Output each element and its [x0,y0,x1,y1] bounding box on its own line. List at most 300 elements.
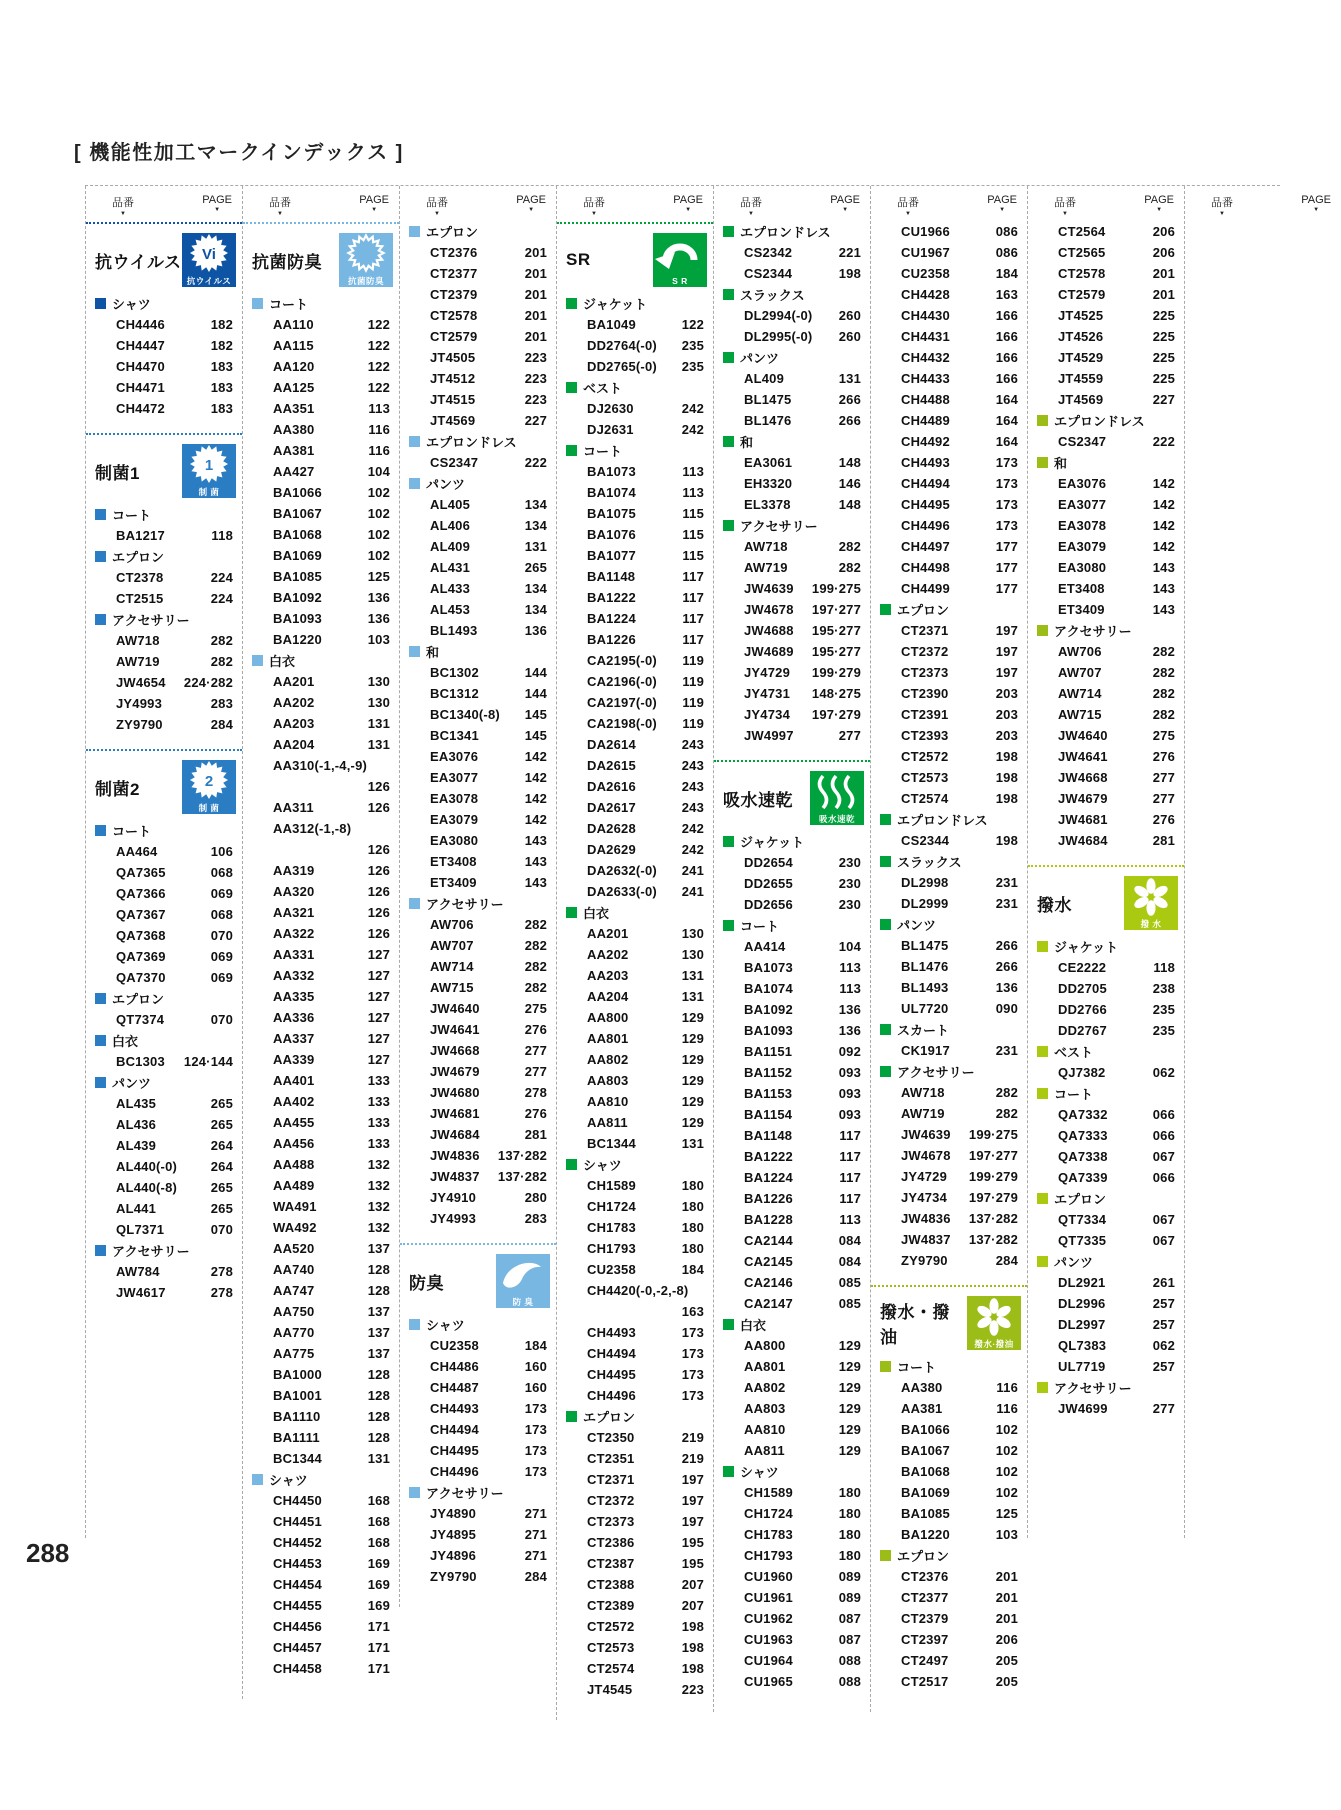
item-page: 241 [681,863,704,878]
item-code: CA2147 [744,1296,793,1311]
item-code: DD2766 [1058,1002,1107,1017]
icon-label: 撥 水 [1140,918,1162,929]
item-page: 276 [524,1106,547,1121]
item-row [408,1356,548,1377]
item-code: QT7334 [1058,1212,1107,1227]
item-code: CH4453 [273,1556,322,1571]
item-row [1036,284,1176,305]
item-code: CT2351 [587,1451,635,1466]
item-row [565,1133,705,1154]
item-code: AA427 [273,464,315,479]
item-page: 180 [681,1199,704,1214]
category-row [722,221,862,242]
item-row [879,326,1019,347]
category-square [1037,1382,1048,1393]
item-row [722,1482,862,1503]
item-page: 227 [524,413,547,428]
item-page: 184 [995,266,1018,281]
item-page: 133 [367,1094,390,1109]
item-page: 282 [838,560,861,575]
item-row [1036,494,1176,515]
category-square [1037,1088,1048,1099]
item-row [251,1553,391,1574]
item-code: AA811 [587,1115,628,1130]
item-row [879,473,1019,494]
item-row [94,862,234,883]
item-page: 173 [995,455,1018,470]
item-page: 116 [368,422,390,437]
item-row [879,1250,1019,1271]
item-code: CH4446 [116,317,165,332]
category-square [880,1066,891,1077]
item-row [565,503,705,524]
item-page: 070 [210,1012,233,1027]
item-row [94,588,234,609]
item-code: BL1475 [744,392,792,407]
category-row [879,1545,1019,1566]
item-page: 066 [1152,1170,1175,1185]
item-row [408,1398,548,1419]
section-header [400,1243,556,1308]
item-page: 126 [367,905,390,920]
item-page: 102 [367,527,390,542]
item-code: CT2377 [430,266,478,281]
item-code: JW4641 [1058,749,1108,764]
item-page: 166 [995,371,1018,386]
item-code: CA2146 [744,1275,793,1290]
item-row [251,1238,391,1259]
item-page: 195 [681,1535,704,1550]
code-header-label: 品番 [269,197,291,209]
category-square [1037,941,1048,952]
item-code: CH1793 [587,1241,636,1256]
item-row [722,1251,862,1272]
item-row [879,1103,1019,1124]
item-code: CH4493 [430,1401,479,1416]
item-page: 207 [681,1577,704,1592]
item-page: 266 [838,392,861,407]
item-row [722,957,862,978]
item-row [879,704,1019,725]
item-code: BL1475 [901,938,949,953]
item-row [408,242,548,263]
category-square [880,1361,891,1372]
item-code: AL406 [430,518,471,533]
category-square [723,836,734,847]
item-code: JY4734 [901,1190,948,1205]
item-code: WA491 [273,1199,317,1214]
item-code: JW4640 [1058,728,1108,743]
item-row [565,713,705,734]
item-code: CH4486 [430,1359,479,1374]
item-row [879,1166,1019,1187]
item-row [1036,978,1176,999]
item-row [94,714,234,735]
item-row [565,482,705,503]
item-row [1036,725,1176,746]
item-page: 243 [681,758,704,773]
item-code: JY4890 [430,1506,477,1521]
item-code: AA381 [901,1401,943,1416]
category-label: エプロン [583,1410,636,1425]
item-code: DL2998 [901,875,949,890]
item-code: AL405 [430,497,471,512]
item-page: 264 [210,1138,233,1153]
index-column-6 [870,186,1027,1712]
item-code: JW4654 [116,675,166,690]
item-page: 102 [367,506,390,521]
item-page: 231 [995,896,1018,911]
item-row [1036,1314,1176,1335]
item-row [1036,1104,1176,1125]
item-row [1036,557,1176,578]
category-row [408,893,548,914]
category-label: 和 [426,645,440,660]
item-page: 231 [995,875,1018,890]
item-page: 223 [524,392,547,407]
item-code: AA204 [587,989,629,1004]
item-code: CU1966 [901,224,950,239]
item-code: CH4487 [430,1380,479,1395]
item-page: 113 [839,1212,861,1227]
category-row [1036,452,1176,473]
item-code: CH4495 [901,497,950,512]
item-code: CU1962 [744,1611,793,1626]
category-row [565,902,705,923]
item-row [408,767,548,788]
code-header [897,194,919,217]
code-header-label: 品番 [583,197,605,209]
item-row [94,925,234,946]
item-row [722,683,862,704]
category-row [94,293,234,314]
category-label: ベスト [1054,1045,1094,1060]
item-page: 118 [211,528,233,543]
category-square [409,1487,420,1498]
item-row [251,755,391,776]
item-code: AL436 [116,1117,157,1132]
item-row [879,263,1019,284]
item-code: CS2342 [744,245,793,260]
item-row [408,305,548,326]
page-header-label: PAGE [673,194,703,206]
item-page: 132 [367,1199,390,1214]
item-page: 242 [681,842,704,857]
category-square [566,298,577,309]
item-page: 117 [682,632,704,647]
item-row [722,305,862,326]
item-row [1036,326,1176,347]
category-row [94,1240,234,1261]
item-row [1036,305,1176,326]
section-title: 抗菌防臭 [252,252,322,272]
item-row [94,883,234,904]
item-row [94,1261,234,1282]
item-code: UL7720 [901,1001,949,1016]
item-row [722,1041,862,1062]
category-square [723,226,734,237]
item-row [251,1280,391,1301]
item-code: AA802 [587,1052,629,1067]
item-code: CT2579 [1058,287,1106,302]
item-code: JW4836 [430,1148,480,1163]
item-code: AA520 [273,1241,315,1256]
item-page: 203 [995,707,1018,722]
item-page: 104 [838,939,861,954]
item-page: 277 [524,1064,547,1079]
item-row [722,1020,862,1041]
item-page: 180 [838,1485,861,1500]
item-page: 164 [995,434,1018,449]
item-page: 276 [524,1022,547,1037]
category-square [95,509,106,520]
item-page: 183 [210,401,233,416]
item-row [408,725,548,746]
item-code: AA115 [273,338,314,353]
item-code: BA1110 [273,1409,321,1424]
section-header [557,222,713,287]
item-code: AA202 [587,947,629,962]
item-row [251,776,391,797]
item-code: AA800 [744,1338,786,1353]
item-page: 093 [838,1107,861,1122]
section-header [86,749,242,814]
item-page: 137·282 [968,1232,1018,1247]
item-row [251,1322,391,1343]
item-page: 201 [524,329,547,344]
item-code: BA1152 [744,1065,793,1080]
item-row [722,1209,862,1230]
item-code: JW4836 [901,1211,951,1226]
item-code: CT2579 [430,329,478,344]
item-page: 129 [681,1031,704,1046]
item-row [94,567,234,588]
page-header [830,194,860,217]
item-code: DA2633(-0) [587,884,657,899]
category-square [409,646,420,657]
item-code: AA810 [587,1094,629,1109]
icon-label: 防 臭 [512,1296,534,1307]
item-row [94,1093,234,1114]
item-code: CS2344 [744,266,793,281]
item-page: 143 [1152,560,1175,575]
item-row [94,841,234,862]
item-page: 201 [995,1590,1018,1605]
item-code: CT2379 [430,287,478,302]
item-code: BC1344 [273,1451,322,1466]
item-page: 173 [524,1422,547,1437]
item-row [879,725,1019,746]
item-code: EL3378 [744,497,791,512]
item-code: CT2371 [901,623,949,638]
category-square [566,1411,577,1422]
item-code: CT2578 [430,308,478,323]
item-page: 132 [367,1157,390,1172]
item-row [722,1272,862,1293]
item-code: QT7335 [1058,1233,1107,1248]
item-row [722,894,862,915]
item-page: 173 [995,497,1018,512]
item-row [251,1133,391,1154]
item-code: EA3080 [1058,560,1107,575]
item-row [1036,536,1176,557]
item-row [251,839,391,860]
item-code: BA1111 [273,1430,320,1445]
item-row [565,1448,705,1469]
item-row [251,1175,391,1196]
category-row [94,1030,234,1051]
item-code: CH4489 [901,413,950,428]
item-page: 235 [681,338,704,353]
item-row [94,672,234,693]
category-label: アクセサリー [112,613,190,628]
category-label: コート [583,444,623,459]
category-label: アクセサリー [426,897,504,912]
item-row [1036,830,1176,851]
item-code: CH4432 [901,350,950,365]
item-code: AA312(-1,-8) [273,821,352,836]
column-header [251,191,391,221]
item-code: AW707 [430,938,474,953]
item-row [251,1091,391,1112]
item-code: DJ2630 [587,401,634,416]
category-row [565,1154,705,1175]
item-page: 281 [1152,833,1175,848]
item-page: 195 [681,1556,704,1571]
item-page: 166 [995,329,1018,344]
item-page: 281 [524,1127,547,1142]
item-row [722,599,862,620]
item-code: BA1067 [273,506,322,521]
item-row [251,545,391,566]
item-code: AA202 [273,695,315,710]
item-code: JW4668 [1058,770,1108,785]
item-page: 070 [210,1222,233,1237]
item-row [251,335,391,356]
item-row [879,746,1019,767]
item-row [251,1154,391,1175]
item-page: 282 [524,938,547,953]
category-square [1037,625,1048,636]
item-page: 198 [995,749,1018,764]
item-page: 136 [838,1002,861,1017]
item-code: DD2765(-0) [587,359,657,374]
item-code: JW4679 [1058,791,1108,806]
item-code: BA1226 [587,632,636,647]
item-code: AA322 [273,926,315,941]
item-code: JY4729 [901,1169,948,1184]
item-page: 122 [367,359,390,374]
item-row [722,641,862,662]
bacteriostatic-1-icon [182,444,236,498]
code-header-label: 品番 [740,197,762,209]
item-code: CH4472 [116,401,165,416]
item-code: DL2996 [1058,1296,1106,1311]
item-row [879,1082,1019,1103]
category-row [879,1061,1019,1082]
item-code: DD2654 [744,855,793,870]
item-row [408,578,548,599]
item-page: 119 [682,674,704,689]
item-page: 282 [524,980,547,995]
item-code: AA336 [273,1010,315,1025]
category-label: パンツ [112,1076,152,1091]
item-row [251,818,391,839]
item-code: AW715 [430,980,474,995]
category-square [95,1035,106,1046]
item-code: AA321 [273,905,315,920]
item-page: 221 [838,245,861,260]
category-row [1036,1251,1176,1272]
item-page: 271 [524,1506,547,1521]
item-page: 180 [838,1527,861,1542]
item-code: AA380 [273,422,315,437]
category-row [565,1406,705,1427]
item-page: 126 [367,779,390,794]
item-row [565,1364,705,1385]
item-row [408,1082,548,1103]
item-row [94,377,234,398]
item-row [1036,1356,1176,1377]
icon-label: 撥水·撥油 [974,1338,1014,1349]
item-page: 224·282 [183,675,233,690]
code-header-label: 品番 [1211,197,1233,209]
item-page: 243 [681,737,704,752]
item-code: JW4837 [430,1169,480,1184]
item-code: BA1220 [901,1527,950,1542]
item-code: CS2347 [1058,434,1107,449]
item-code: CT2572 [587,1619,635,1634]
item-code: ET3409 [1058,602,1105,617]
item-page: 102 [367,548,390,563]
item-page: 278 [524,1085,547,1100]
item-row [722,578,862,599]
item-row [251,1217,391,1238]
category-square [880,856,891,867]
item-code: AA775 [273,1346,315,1361]
item-code: QT7374 [116,1012,165,1027]
svg-text:2: 2 [204,773,214,790]
category-label: エプロン [112,550,165,565]
item-page: 134 [524,581,547,596]
item-code: CT2377 [901,1590,949,1605]
item-code: DA2628 [587,821,636,836]
category-row [408,473,548,494]
item-row [879,1671,1019,1692]
item-row [565,461,705,482]
item-row [565,1175,705,1196]
item-code: QA7332 [1058,1107,1108,1122]
code-header [740,194,762,217]
item-row [565,1259,705,1280]
item-row [879,536,1019,557]
category-label: アクセサリー [1054,624,1132,639]
category-square [880,919,891,930]
item-page: 264 [210,1159,233,1174]
item-page: 278 [210,1285,233,1300]
item-page: 128 [367,1283,390,1298]
category-row [565,440,705,461]
item-code: BA1093 [273,611,322,626]
item-page: 284 [995,1253,1018,1268]
category-label: エプロンドレス [740,225,831,240]
item-row [879,1229,1019,1250]
item-page: 199·279 [968,1169,1018,1184]
item-code: CT2386 [587,1535,635,1550]
item-code: DL2921 [1058,1275,1106,1290]
section-title: 制菌2 [95,779,140,799]
category-label: コート [112,508,152,523]
